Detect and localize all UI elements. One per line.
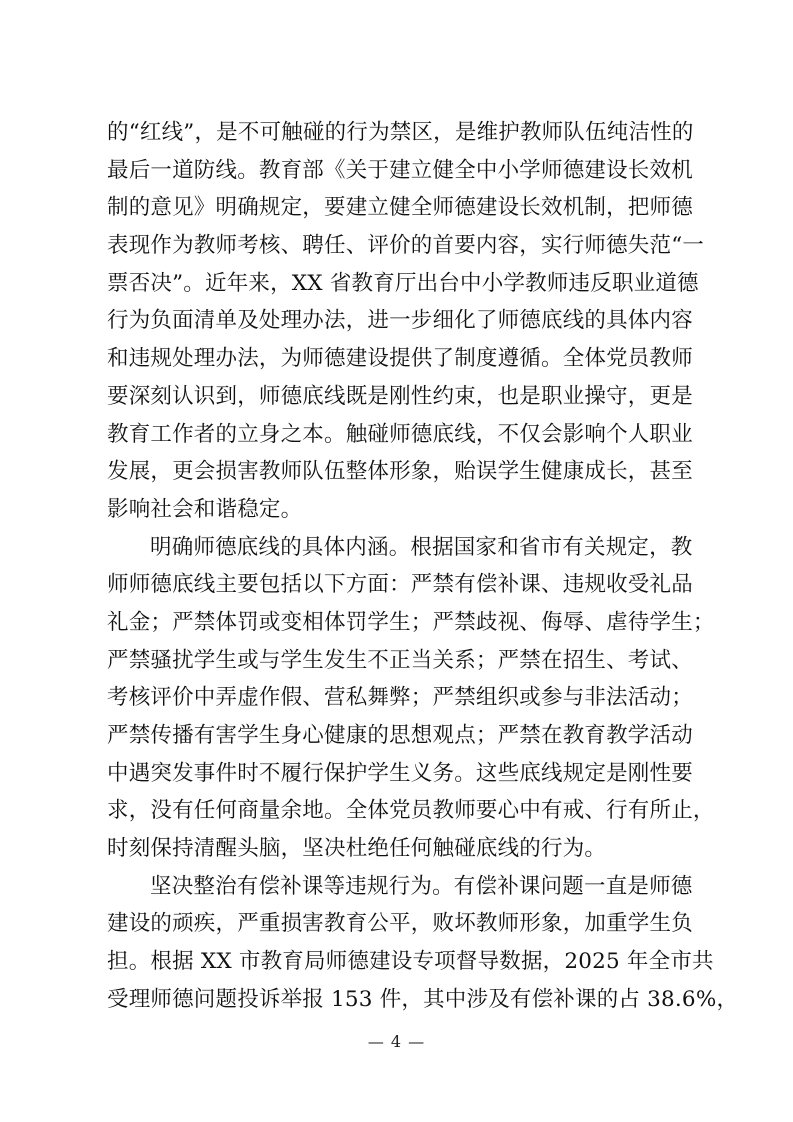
text-line: 和违规处理办法，为师德建设提供了制度遵循。全体党员教师	[107, 346, 693, 372]
text-line: 的“红线”，是不可触碰的行为禁区，是维护教师队伍纯洁性的	[107, 120, 694, 145]
text-line: 受理师德问题投诉举报 153 件，其中涉及有偿补课的占 38.6%，	[107, 986, 739, 1012]
body-text	[107, 114, 739, 1019]
text-line: 严禁骚扰学生或与学生发生不正当关系；严禁在招生、考试、	[107, 647, 693, 673]
text-line: 票否决”。近年来，XX 省教育厅出台中小学教师违反职业道德	[107, 270, 699, 296]
text-line: 担。根据 XX 市教育局师德建设专项督导数据，2025 年全市共	[107, 949, 714, 975]
text-line: 师师德底线主要包括以下方面：严禁有偿补课、违规收受礼品	[107, 572, 693, 598]
text-line: 求，没有任何商量余地。全体党员教师要心中有戒、行有所止，	[107, 798, 715, 824]
text-line: 中遇突发事件时不履行保护学生义务。这些底线规定是刚性要	[107, 760, 693, 786]
paragraph-1	[107, 114, 705, 529]
text-line: 影响社会和谐稳定。	[107, 496, 303, 522]
text-line: 发展，更会损害教师队伍整体形象，贻误学生健康成长，甚至	[107, 459, 693, 485]
page-number: — 4 —	[367, 1032, 426, 1051]
text-line: 建设的顽疾，严重损害教育公平，败坏教师形象，加重学生负	[107, 911, 693, 937]
text-line: 礼金；严禁体罚或变相体罚学生；严禁歧视、侮辱、虐待学生；	[107, 609, 715, 635]
text-line: 表现作为教师考核、聘任、评价的首要内容，实行师德失范“一	[107, 233, 705, 259]
paragraph-3	[107, 868, 739, 1019]
text-line: 制的意见》明确规定，要建立健全师德建设长效机制，把师德	[107, 195, 693, 221]
paragraph-2	[107, 529, 715, 868]
text-line: 最后一道防线。教育部《关于建立健全中小学师德建设长效机	[107, 157, 693, 183]
text-line: 时刻保持清醒头脑，坚决杜绝任何触碰底线的行为。	[107, 836, 607, 862]
text-line: 要深刻认识到，师德底线既是刚性约束，也是职业操守，更是	[107, 383, 693, 409]
text-line: 教育工作者的立身之本。触碰师德底线，不仅会影响个人职业	[107, 421, 693, 447]
text-line: 严禁传播有害学生身心健康的思想观点；严禁在教育教学活动	[107, 723, 693, 748]
text-line: 行为负面清单及处理办法，进一步细化了师德底线的具体内容	[107, 308, 693, 334]
text-line: 明确师德底线的具体内涵。根据国家和省市有关规定，教	[150, 534, 693, 560]
text-line: 考核评价中弄虚作假、营私舞弊；严禁组织或参与非法活动；	[107, 685, 693, 711]
text-line: 坚决整治有偿补课等违规行为。有偿补课问题一直是师德	[150, 873, 693, 899]
